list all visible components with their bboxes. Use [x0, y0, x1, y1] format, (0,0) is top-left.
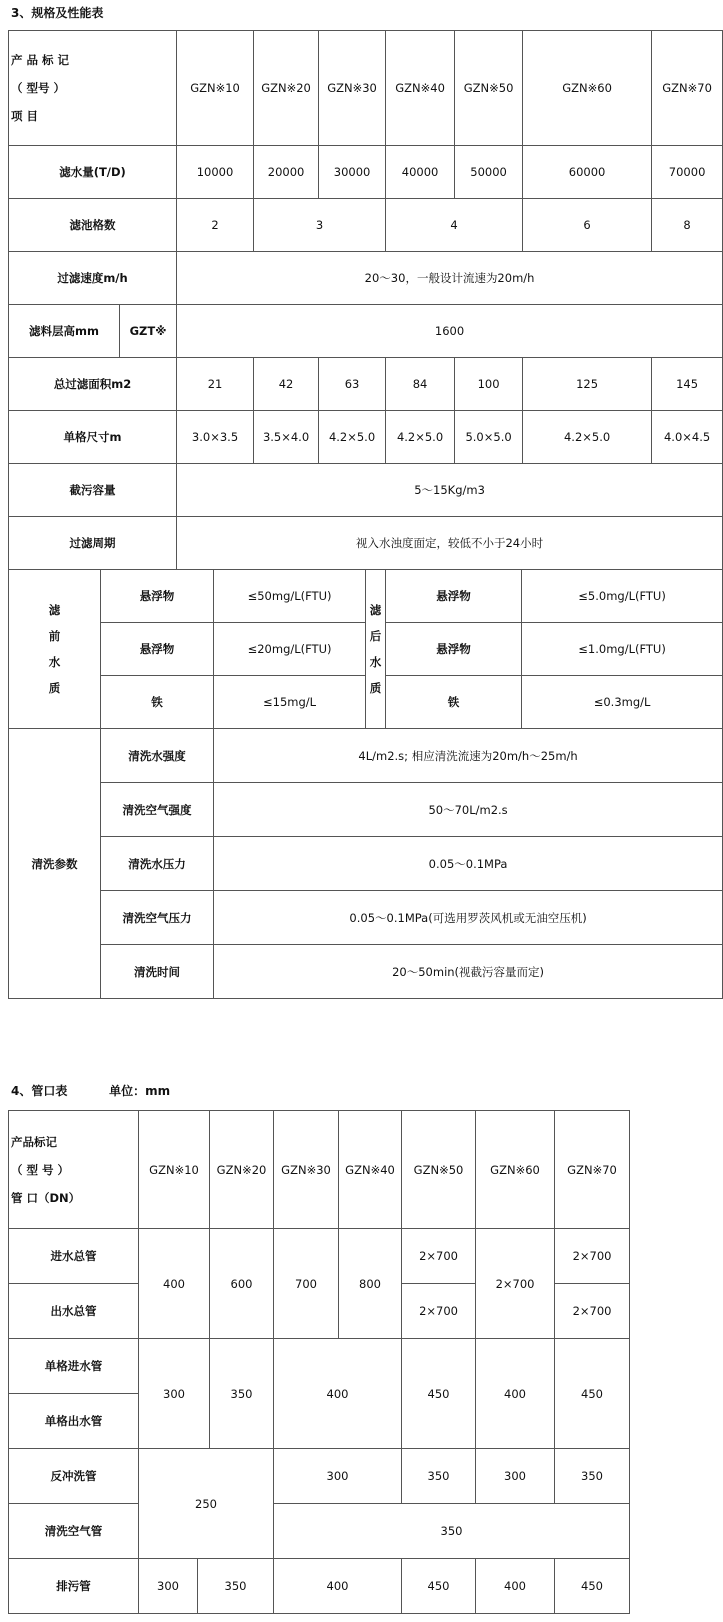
before-quality-name: 悬浮物 — [101, 623, 214, 676]
drain-value: 350 — [198, 1559, 274, 1614]
backwash-value: 300 — [476, 1449, 555, 1504]
main-pipe-value: 2×700 — [402, 1284, 476, 1339]
after-quality-name: 悬浮物 — [386, 623, 522, 676]
after-quality-value: ≤1.0mg/L(FTU) — [522, 623, 723, 676]
main-pipe-value: 600 — [210, 1229, 274, 1339]
water-volume-value: 50000 — [455, 146, 523, 199]
cleaning-params-label: 清洗参数 — [9, 729, 101, 999]
model-header: GZN※70 — [555, 1111, 630, 1229]
after-filter-label — [366, 570, 386, 729]
inlet-main-label: 进水总管 — [9, 1229, 139, 1284]
spec-performance-table — [8, 30, 723, 999]
header-model: （ 型号 ） — [11, 81, 66, 95]
cleaning-param-value: 50～70L/m2.s — [214, 783, 723, 837]
vertical-char: 后 — [369, 629, 382, 643]
cell-count-label: 滤池格数 — [9, 199, 177, 252]
media-height-label: 滤料层高mm — [9, 305, 120, 358]
water-volume-label: 滤水量(T/D) — [9, 146, 177, 199]
before-quality-name: 铁 — [101, 676, 214, 729]
water-volume-value: 60000 — [523, 146, 652, 199]
header-product-mark: 产品标记 — [11, 1134, 57, 1149]
model-header: GZN※60 — [476, 1111, 555, 1229]
header-item: 项 目 — [11, 109, 39, 123]
cleaning-param-name: 清洗空气强度 — [101, 783, 214, 837]
after-quality-name: 悬浮物 — [386, 570, 522, 623]
drain-value: 400 — [274, 1559, 402, 1614]
model-header: GZN※60 — [523, 31, 652, 146]
model-header: GZN※20 — [254, 31, 319, 146]
total-area-value: 100 — [455, 358, 523, 411]
filter-cycle-value: 视入水浊度面定，较低不小于24小时 — [177, 517, 723, 570]
cell-count-value: 8 — [652, 199, 723, 252]
water-volume-value: 10000 — [177, 146, 254, 199]
cell-size-value: 5.0×5.0 — [455, 411, 523, 464]
outlet-main-label: 出水总管 — [9, 1284, 139, 1339]
total-area-label: 总过滤面积m2 — [9, 358, 177, 411]
cleaning-param-name: 清洗时间 — [101, 945, 214, 999]
cell-size-value: 4.0×4.5 — [652, 411, 723, 464]
nozzle-table — [8, 1110, 630, 1614]
vertical-char: 水 — [48, 655, 61, 669]
model-header: GZN※10 — [177, 31, 254, 146]
backwash-value: 350 — [402, 1449, 476, 1504]
cell-pipe-value: 450 — [555, 1339, 630, 1449]
cell-count-value: 6 — [523, 199, 652, 252]
air-pipe-value: 350 — [274, 1504, 630, 1559]
nozzle-header-cell — [9, 1111, 139, 1229]
water-volume-value: 40000 — [386, 146, 455, 199]
cell-pipe-value: 450 — [402, 1339, 476, 1449]
drain-value: 300 — [139, 1559, 198, 1614]
vertical-char: 水 — [369, 655, 382, 669]
cleaning-param-name: 清洗水强度 — [101, 729, 214, 783]
cell-count-value: 4 — [386, 199, 523, 252]
main-pipe-value: 800 — [339, 1229, 402, 1339]
after-quality-value: ≤5.0mg/L(FTU) — [522, 570, 723, 623]
model-header: GZN※30 — [274, 1111, 339, 1229]
cleaning-param-value: 0.05～0.1MPa(可选用罗茨风机或无油空压机) — [214, 891, 723, 945]
before-quality-name: 悬浮物 — [101, 570, 214, 623]
water-volume-value: 70000 — [652, 146, 723, 199]
cell-size-value: 4.2×5.0 — [523, 411, 652, 464]
vertical-char: 前 — [48, 629, 61, 643]
cleaning-param-value: 20～50min(视截污容量而定) — [214, 945, 723, 999]
model-header: GZN※20 — [210, 1111, 274, 1229]
spec-header-cell — [9, 31, 177, 146]
model-header: GZN※50 — [455, 31, 523, 146]
water-volume-value: 20000 — [254, 146, 319, 199]
cell-inlet-label: 单格进水管 — [9, 1339, 139, 1394]
cell-count-value: 2 — [177, 199, 254, 252]
drain-value: 450 — [555, 1559, 630, 1614]
after-quality-name: 铁 — [386, 676, 522, 729]
air-pipe-label: 清洗空气管 — [9, 1504, 139, 1559]
vertical-char: 滤 — [48, 603, 61, 617]
backwash-value: 300 — [274, 1449, 402, 1504]
cleaning-param-value: 0.05～0.1MPa — [214, 837, 723, 891]
main-pipe-value: 700 — [274, 1229, 339, 1339]
model-header: GZN※70 — [652, 31, 723, 146]
vertical-char: 质 — [369, 681, 382, 695]
model-header: GZN※50 — [402, 1111, 476, 1229]
cell-pipe-value: 400 — [476, 1339, 555, 1449]
vertical-char: 滤 — [369, 603, 382, 617]
dirt-capacity-label: 截污容量 — [9, 464, 177, 517]
filter-cycle-label: 过滤周期 — [9, 517, 177, 570]
cell-outlet-label: 单格出水管 — [9, 1394, 139, 1449]
total-area-value: 145 — [652, 358, 723, 411]
header-nozzle-dn: 管 口（DN） — [11, 1190, 81, 1205]
cleaning-param-name: 清洗空气压力 — [101, 891, 214, 945]
main-pipe-value: 2×700 — [555, 1284, 630, 1339]
cleaning-param-value: 4L/m2.s; 相应清洗流速为20m/h～25m/h — [214, 729, 723, 783]
model-header: GZN※30 — [319, 31, 386, 146]
cell-pipe-value: 350 — [210, 1339, 274, 1449]
cell-size-value: 3.0×3.5 — [177, 411, 254, 464]
total-area-value: 21 — [177, 358, 254, 411]
cell-size-value: 4.2×5.0 — [386, 411, 455, 464]
backwash-value: 350 — [555, 1449, 630, 1504]
total-area-value: 125 — [523, 358, 652, 411]
header-model: （ 型 号 ） — [11, 1162, 70, 1177]
after-quality-value: ≤0.3mg/L — [522, 676, 723, 729]
model-header: GZN※40 — [386, 31, 455, 146]
main-pipe-value: 2×700 — [555, 1229, 630, 1284]
header-product-mark: 产 品 标 记 — [11, 53, 70, 67]
cell-size-value: 4.2×5.0 — [319, 411, 386, 464]
speed-label: 过滤速度m/h — [9, 252, 177, 305]
cell-pipe-value: 400 — [274, 1339, 402, 1449]
media-height-sub: GZT※ — [120, 305, 177, 358]
before-quality-value: ≤15mg/L — [214, 676, 366, 729]
speed-value: 20～30，一般设计流速为20m/h — [177, 252, 723, 305]
backwash-label: 反冲洗管 — [9, 1449, 139, 1504]
water-volume-value: 30000 — [319, 146, 386, 199]
total-area-value: 84 — [386, 358, 455, 411]
cell-count-value: 3 — [254, 199, 386, 252]
drain-label: 排污管 — [9, 1559, 139, 1614]
cell-pipe-value: 300 — [139, 1339, 210, 1449]
model-header: GZN※10 — [139, 1111, 210, 1229]
before-filter-label — [9, 570, 101, 729]
dirt-capacity-value: 5～15Kg/m3 — [177, 464, 723, 517]
vertical-char: 质 — [48, 681, 61, 695]
main-pipe-value: 2×700 — [476, 1229, 555, 1339]
total-area-value: 42 — [254, 358, 319, 411]
section-4-heading: 4、管口表 单位：mm — [11, 1084, 171, 1098]
drain-value: 400 — [476, 1559, 555, 1614]
before-quality-value: ≤20mg/L(FTU) — [214, 623, 366, 676]
before-quality-value: ≤50mg/L(FTU) — [214, 570, 366, 623]
cell-size-label: 单格尺寸m — [9, 411, 177, 464]
cleaning-param-name: 清洗水压力 — [101, 837, 214, 891]
total-area-value: 63 — [319, 358, 386, 411]
cell-size-value: 3.5×4.0 — [254, 411, 319, 464]
media-height-value: 1600 — [177, 305, 723, 358]
section-3-heading: 3、规格及性能表 — [11, 6, 104, 20]
main-pipe-value: 2×700 — [402, 1229, 476, 1284]
backwash-shared-value: 250 — [139, 1449, 274, 1559]
main-pipe-value: 400 — [139, 1229, 210, 1339]
drain-value: 450 — [402, 1559, 476, 1614]
model-header: GZN※40 — [339, 1111, 402, 1229]
